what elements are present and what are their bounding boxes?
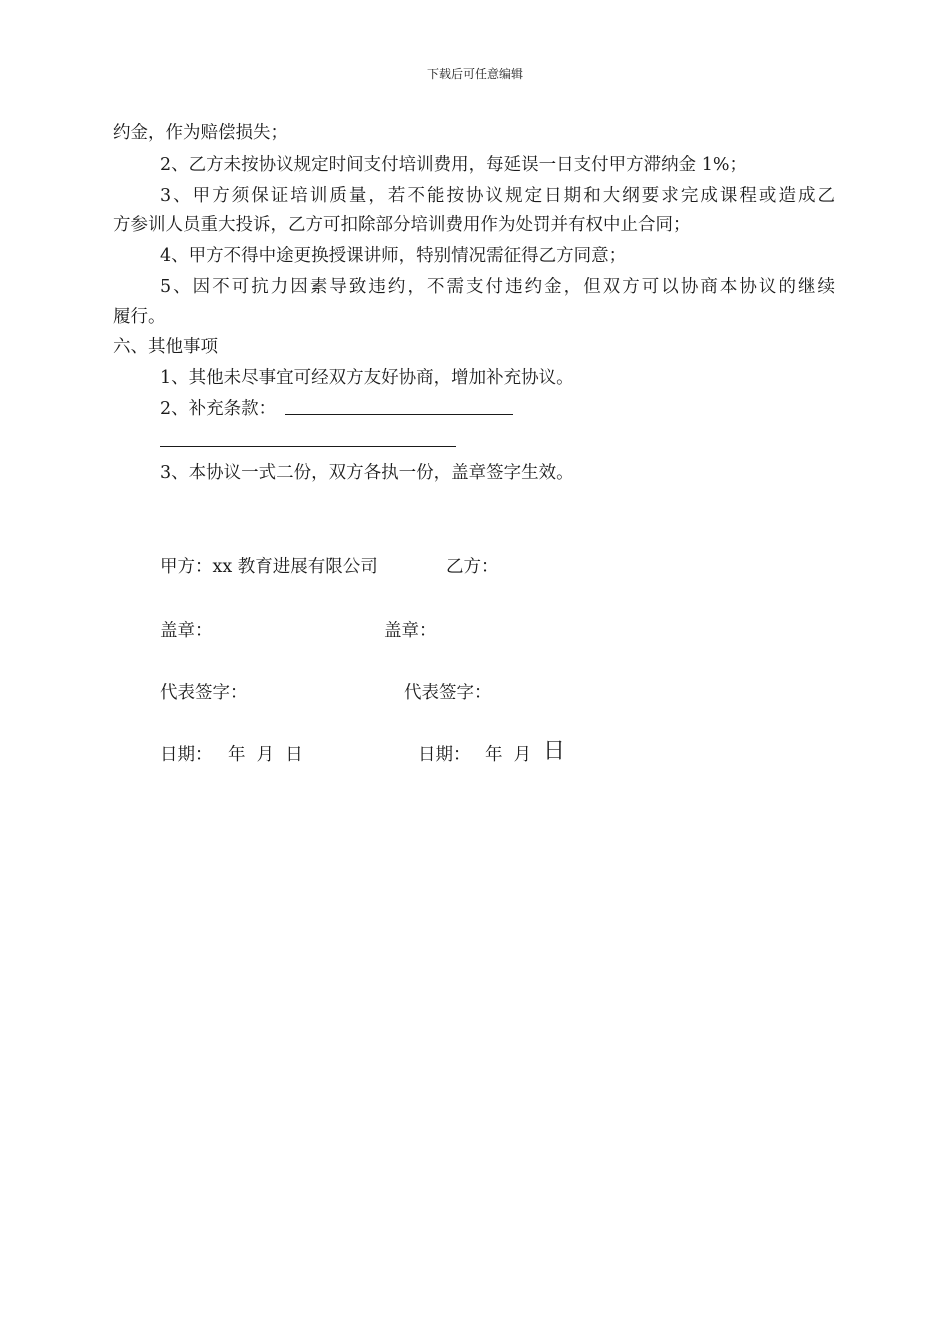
clause-item-3-line-2: 方参训人员重大投诉，乙方可扣除部分培训费用作为处罚并有权中止合同； — [113, 215, 691, 235]
date-b-day: 日 — [543, 739, 566, 764]
representative-a-label: 代表签字： — [160, 683, 248, 703]
section-6-heading: 六、其他事项 — [113, 337, 218, 357]
seal-a-label: 盖章： — [160, 621, 213, 641]
supplement-blank-line-1 — [285, 414, 513, 415]
seal-b-label: 盖章： — [384, 621, 437, 641]
clause-item-2: 2、乙方未按协议规定时间支付培训费用，每延误一日支付甲方滞纳金 1%； — [160, 155, 747, 175]
clause-item-4: 4、甲方不得中途更换授课讲师，特别情况需征得乙方同意； — [160, 246, 627, 266]
page-header: 下载后可任意编辑 — [426, 67, 523, 81]
section-6-item-3: 3、本协议一式二份，双方各执一份，盖章签字生效。 — [160, 463, 574, 483]
party-a-label: 甲方：xx 教育进展有限公司 — [160, 557, 378, 577]
party-b-label: 乙方： — [446, 557, 499, 577]
date-a-value: 年 月 日 — [228, 745, 303, 765]
clause-item-3-line-1: 3、甲方须保证培训质量，若不能按协议规定日期和大纲要求完成课程或造成乙 — [160, 186, 835, 206]
section-6-item-1: 1、其他未尽事宜可经双方友好协商，增加补充协议。 — [160, 368, 574, 388]
date-b-label: 日期： — [418, 745, 471, 765]
clause-item-5-line-2: 履行。 — [113, 307, 166, 327]
clause-continuation: 约金，作为赔偿损失； — [113, 123, 288, 143]
clause-item-5-line-1: 5、因不可抗力因素导致违约，不需支付违约金，但双方可以协商本协议的继续 — [160, 277, 835, 297]
section-6-item-2-label: 2、补充条款： — [160, 399, 277, 419]
supplement-blank-line-2 — [160, 446, 456, 447]
representative-b-label: 代表签字： — [404, 683, 492, 703]
date-b-value: 年 月 — [485, 745, 532, 765]
date-a-label: 日期： — [160, 745, 213, 765]
